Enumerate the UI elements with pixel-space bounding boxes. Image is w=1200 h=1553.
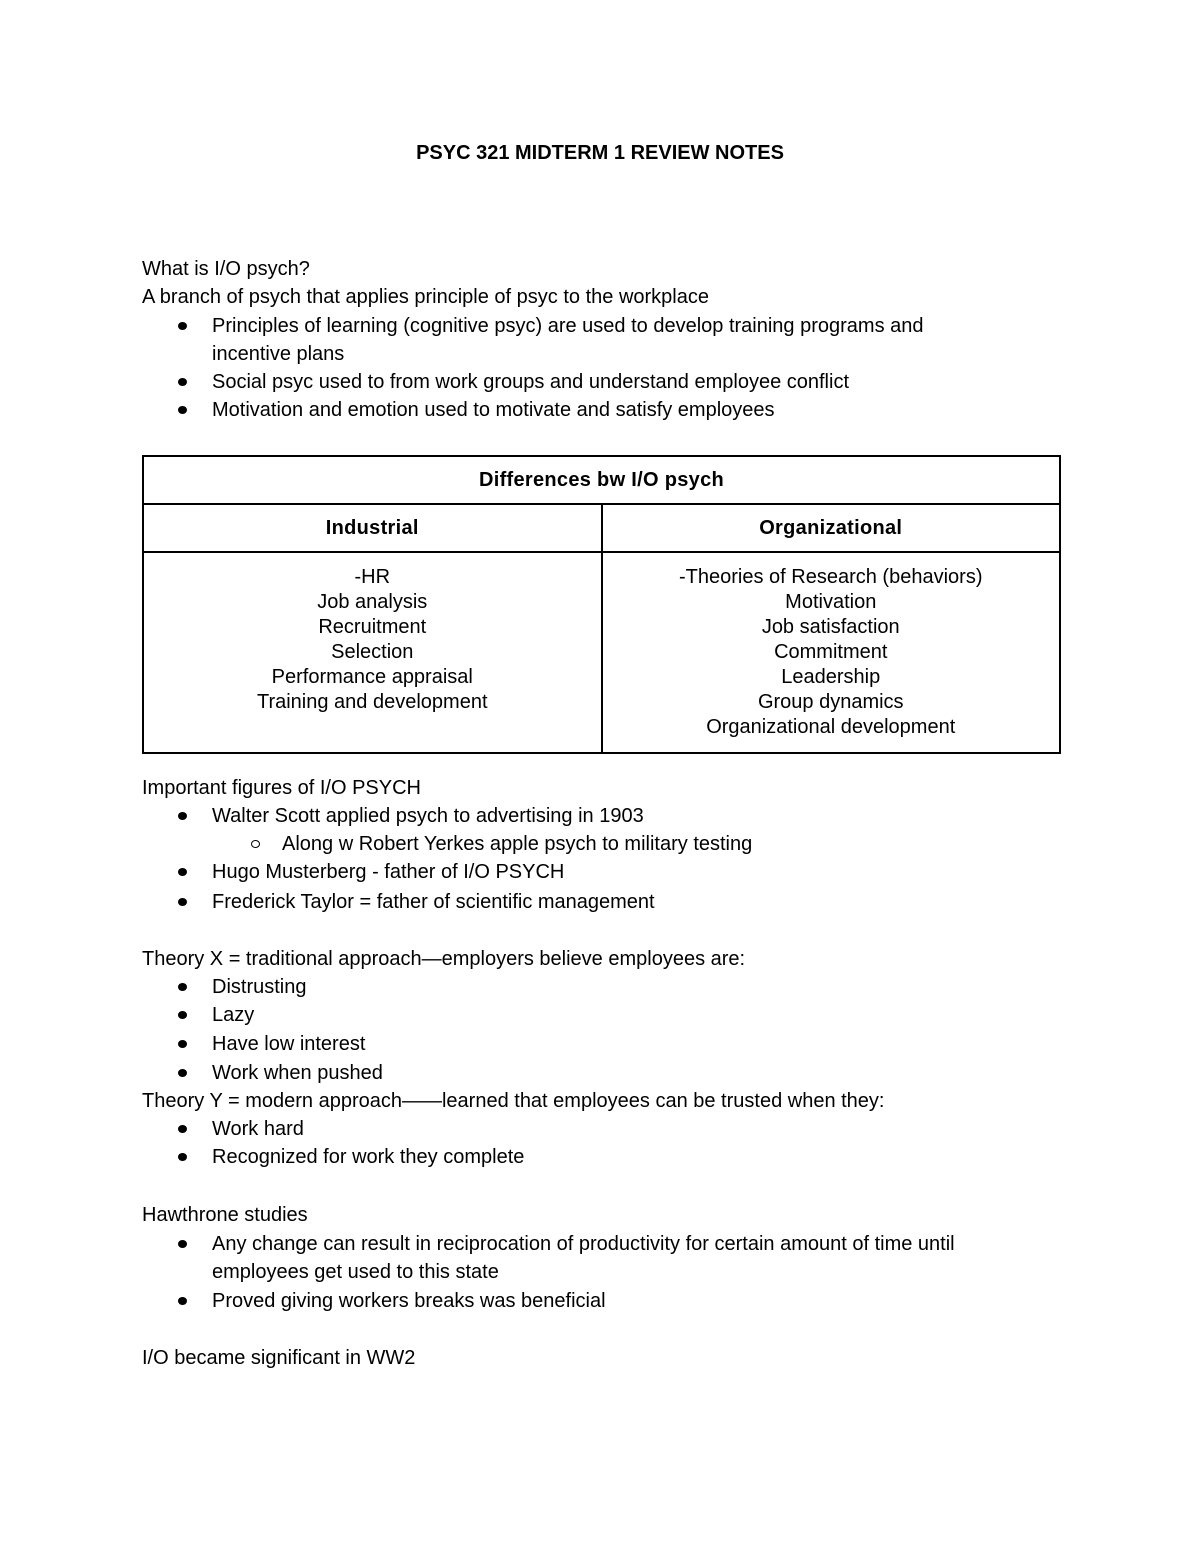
bullet-icon — [178, 322, 187, 330]
page-title: PSYC 321 MIDTERM 1 REVIEW NOTES — [416, 142, 784, 164]
hawthorne-heading: Hawthrone studies — [142, 1204, 308, 1226]
industrial-cell — [143, 552, 602, 753]
bullet-icon — [178, 1297, 187, 1305]
list-item-continuation: incentive plans — [212, 343, 345, 365]
bullet-icon — [178, 1153, 187, 1161]
bullet-icon — [178, 812, 187, 820]
table-item: Group dynamics — [757, 691, 904, 713]
bullet-icon — [178, 1125, 187, 1133]
list-item-continuation: employees get used to this state — [212, 1261, 499, 1283]
bullet-icon — [178, 1011, 187, 1019]
table-item: Performance appraisal — [271, 666, 473, 688]
table-item: Commitment — [774, 641, 888, 663]
bullet-icon — [178, 1069, 187, 1077]
theory-x-heading: Theory X = traditional approach—employers believe employees are: — [142, 948, 746, 970]
column-header-industrial: Industrial — [143, 504, 602, 552]
table-item: Recruitment — [318, 616, 427, 638]
table-item: -HR — [354, 566, 391, 588]
table-heading: Differences bw I/O psych — [143, 456, 1060, 504]
table-item: Job analysis — [317, 591, 428, 613]
bullet-icon — [178, 983, 187, 991]
bullet-icon — [178, 378, 187, 386]
table-item: Leadership — [781, 666, 881, 688]
bullet-icon — [178, 1240, 187, 1248]
table-item: Training and development — [256, 691, 488, 713]
table-item: Selection — [331, 641, 414, 663]
column-header-organizational: Organizational — [602, 504, 1061, 552]
bullet-icon — [178, 406, 187, 414]
intro-question: What is I/O psych? — [142, 258, 310, 280]
bullet-icon — [178, 868, 187, 876]
differences-table — [142, 455, 1061, 754]
table-item: -Theories of Research (behaviors) — [679, 566, 983, 588]
bullet-icon — [178, 898, 187, 906]
table-item: Motivation — [785, 591, 877, 613]
bullet-icon — [178, 1040, 187, 1048]
theory-y-heading: Theory Y = modern approach——learned that employees can be trusted when they: — [142, 1090, 885, 1112]
table-item: Job satisfaction — [761, 616, 900, 638]
figures-heading: Important figures of I/O PSYCH — [142, 777, 421, 799]
table-item: Organizational development — [706, 716, 956, 738]
hollow-bullet-icon — [251, 840, 260, 848]
closing-note: I/O became significant in WW2 — [142, 1347, 416, 1369]
organizational-cell — [602, 552, 1061, 753]
intro-definition: A branch of psych that applies principle of psyc to the workplace — [142, 286, 709, 308]
document-page: PSYC 321 MIDTERM 1 REVIEW NOTES What is I/O psych? A branch of psych that applies principle of psyc to the workplace Principles of learning (cognitive psyc) are used to develop training programs and incentive plans Social psyc used to from work groups and understand employee conflict Motivation and emotion used to motivate and satisfy employees Differences bw I/O psych Industrial Organizational -HR Job analysis Recruitment Selection Performance appraisal Training and development -Theories of Research (behaviors) Motivation Job satisfaction Commitment Leadership Group dynamics Organizational development Important figures of I/O PSYCH Walter Scott applied psych to advertising in 1903 Along w Robert Yerkes apple psych to military testing Hugo Musterberg - father of I/O PSYCH Frederick Taylor = father of scientific management Theory X = traditional approach—employers believe employees are: Distrusting Lazy Have low interest Work when pushed Theory Y = modern approach——learned that employees can be trusted when they: Work hard Recognized for work they complete Hawthrone studies Any change can result in reciprocation of productivity for certain amount of time until employees get used to this state Proved giving workers breaks was beneficial I/O became significant in WW2 — [0, 0, 1200, 1553]
